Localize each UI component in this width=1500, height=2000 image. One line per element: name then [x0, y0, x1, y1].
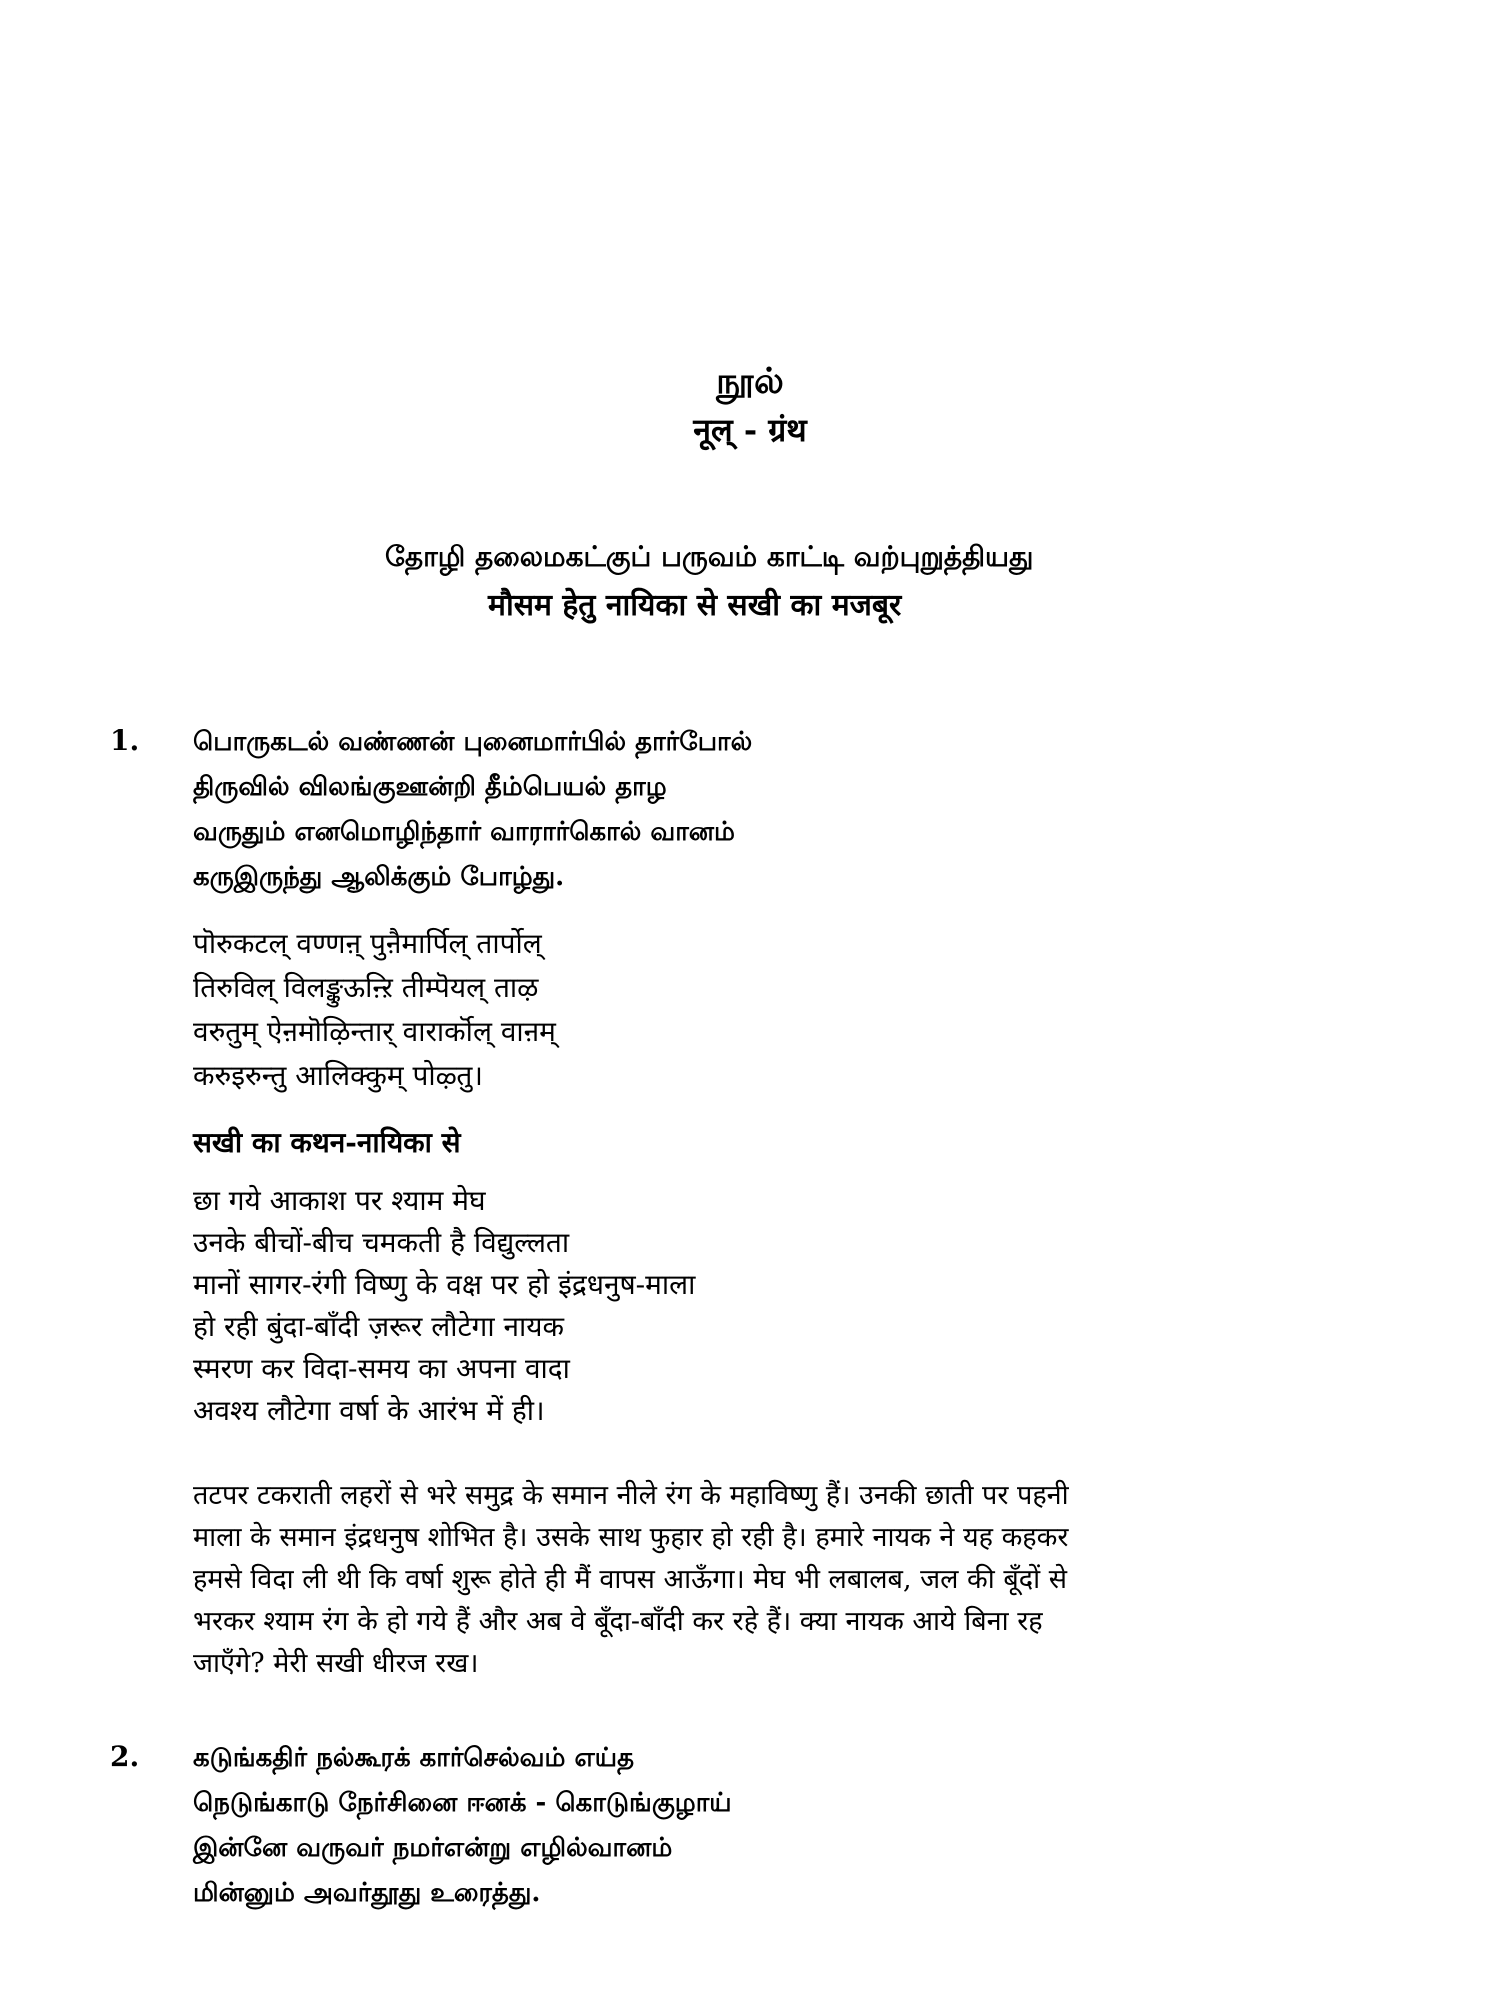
verse-1-prose [193, 1475, 1069, 1685]
poem-line: छा गये आकाश पर श्याम मेघ [193, 1184, 486, 1217]
subtitle-hindi: मौसम हेतु नायिका से सखी का मजबूर [488, 588, 902, 623]
poem-line: अवश्य लौटेगा वर्षा के आरंभ में ही। [193, 1394, 545, 1427]
prose-line: हमसे विदा ली थी कि वर्षा शुरू होते ही मैं वापस आऊँगा। मेघ भी लबालब, जल की बूँदों से [193, 1564, 1067, 1595]
poem-line: उनके बीचों-बीच चमकती है विद्युल्लता [193, 1226, 570, 1259]
title-tamil: நூல் [716, 360, 784, 402]
poem-line: स्मरण कर विदा-समय का अपना वादा [193, 1352, 570, 1385]
verse-line: வருதும் எனமொழிந்தார் வாரார்கொல் வானம் [193, 817, 735, 847]
verse-line: இன்னே வருவர் நமர்என்று எழில்வானம் [193, 1833, 673, 1863]
verse-1-hindi-poem [193, 1180, 695, 1432]
subtitle-tamil: தோழி தலைமகட்குப் பருவம் காட்டி வற்புறுத்தியது [385, 540, 1034, 573]
prose-line: माला के समान इंद्रधनुष शोभित है। उसके साथ फुहार हो रही है। हमारे नायक ने यह कहकर [193, 1522, 1069, 1553]
title-transliteration: नूल् - ग्रंथ [693, 411, 807, 449]
verse-1-tamil [193, 720, 752, 900]
verse-line: நெடுங்காடு நேர்சினை ஈனக் - கொடுங்குழாய் [193, 1788, 732, 1818]
verse-line: மின்னும் அவர்தூது உரைத்து. [193, 1878, 541, 1908]
section-heading: सखी का कथन-नायिका से [193, 1126, 461, 1159]
verse-line: பொருகடல் வண்ணன் புனைமார்பில் தார்போல் [193, 727, 753, 757]
prose-line: जाएँगे? मेरी सखी धीरज रख। [193, 1648, 479, 1679]
verse-line: திருவில் விலங்குஊன்றி தீம்பெயல் தாழ [193, 772, 667, 802]
translit-line: पॊरुकटल् वण्णऩ् पुऩैमार्पिल् तार्पोल् [193, 927, 542, 960]
prose-line: भरकर श्याम रंग के हो गये हैं और अब वे बूँदा-बाँदी कर रहे हैं। क्या नायक आये बिना रह [193, 1606, 1043, 1637]
poem-line: हो रही बुंदा-बाँदी ज़रूर लौटेगा नायक [193, 1310, 565, 1343]
prose-line: तटपर टकराती लहरों से भरे समुद्र के समान नीले रंग के महाविष्णु हैं। उनकी छाती पर पहनी [193, 1480, 1069, 1511]
verse-line: கருஇருந்து ஆலிக்கும் போழ்து. [193, 862, 565, 892]
verse-1-transliteration [193, 922, 556, 1098]
poem-line: मानों सागर-रंगी विष्णु के वक्ष पर हो इंद्रधनुष-माला [193, 1268, 696, 1301]
verse-line: கடுங்கதிர் நல்கூரக் கார்செல்வம் எய்த [193, 1743, 635, 1773]
verse-2-tamil [193, 1736, 732, 1916]
translit-line: वरुतुम् ऐऩमॊऴिन्तार् वारार्कॊल् वाऩम् [193, 1015, 556, 1048]
translit-line: तिरुविल् विलङ्कुऊऩ्ऱि तीम्पॆयल् ताऴ [193, 971, 539, 1004]
verse-1-number: 1. [110, 724, 140, 757]
verse-2-number: 2. [110, 1740, 140, 1773]
translit-line: करुइरुन्तु आलिक्कुम् पोऴ्तु। [193, 1059, 483, 1092]
